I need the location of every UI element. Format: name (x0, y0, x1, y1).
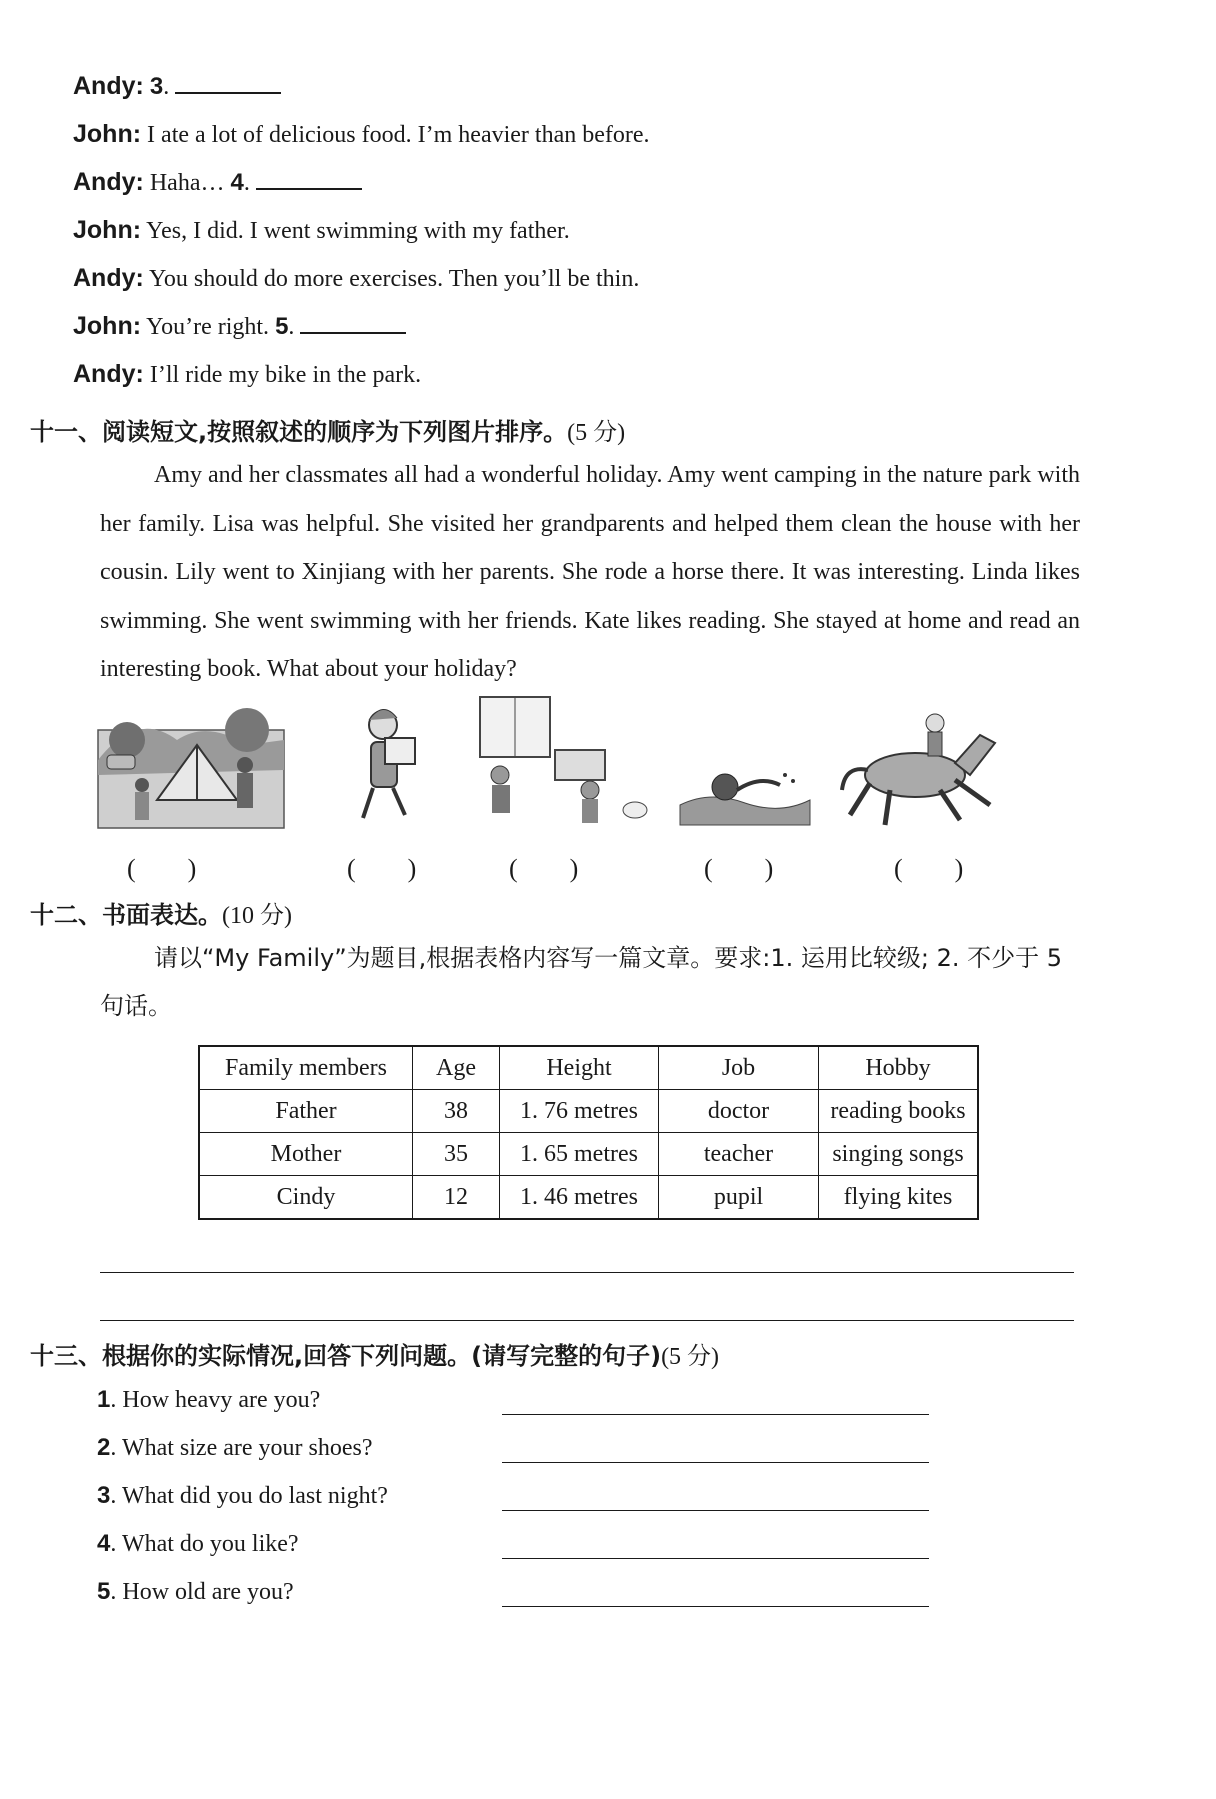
question-item: 1. How heavy are you? (97, 1386, 321, 1413)
table-cell: Cindy (199, 1176, 413, 1220)
dialogue-line: Andy: 3. (73, 72, 281, 101)
table-header: Family members (199, 1046, 413, 1090)
table-row (199, 1090, 978, 1133)
table-header: Age (413, 1046, 500, 1090)
table-cell: 1. 46 metres (500, 1176, 659, 1220)
table-cell: singing songs (819, 1133, 979, 1176)
question-text: What do you like? (121, 1531, 299, 1557)
answer-line[interactable] (502, 1510, 929, 1511)
section-13-heading (30, 1336, 719, 1371)
section-title: 十三、根据你的实际情况,回答下列问题。(请写完整的句子) (30, 1342, 662, 1370)
speaker: John (73, 216, 133, 244)
question-number: 4 (97, 1530, 111, 1557)
answer-line[interactable] (502, 1558, 929, 1559)
dialogue-text: I’ll ride my bike in the park. (149, 362, 422, 388)
answer-line[interactable] (502, 1606, 929, 1607)
speaker-sep: : (135, 72, 144, 100)
table-cell: Father (199, 1090, 413, 1133)
answer-blank[interactable] (175, 72, 281, 94)
speaker: Andy (73, 72, 136, 100)
table-cell: 1. 76 metres (500, 1090, 659, 1133)
table-row (199, 1176, 978, 1220)
answer-blank[interactable] (256, 168, 362, 190)
order-bracket[interactable]: ( ) (509, 854, 579, 883)
family-table (198, 1045, 979, 1220)
question-item: 5. How old are you? (97, 1578, 294, 1605)
reading-picture (345, 700, 425, 830)
table-cell: 12 (413, 1176, 500, 1220)
blank-number: 5 (275, 313, 289, 340)
cleaning-picture (470, 695, 650, 830)
order-bracket[interactable]: ( ) (894, 854, 964, 883)
table-cell: flying kites (819, 1176, 979, 1220)
dialogue-text: I ate a lot of delicious food. I’m heavier than before. (147, 122, 650, 148)
table-cell: 1. 65 metres (500, 1133, 659, 1176)
speaker-sep: : (132, 216, 142, 244)
dialogue-text: Haha… (149, 170, 225, 196)
table-header-row (199, 1046, 978, 1090)
speaker-sep: : (135, 264, 144, 292)
speaker: John (73, 312, 133, 340)
answer-line[interactable] (502, 1414, 929, 1415)
dialogue-line (73, 216, 570, 245)
question-number: 5 (97, 1578, 111, 1605)
speaker-sep: : (135, 168, 144, 196)
speaker: John (73, 120, 133, 148)
speaker-sep: : (132, 120, 142, 148)
speaker: Andy (73, 168, 136, 196)
question-text: How heavy are you? (122, 1387, 321, 1413)
table-cell: 38 (413, 1090, 500, 1133)
order-bracket[interactable]: ( ) (704, 854, 774, 883)
dialogue-text: Yes, I did. I went swimming with my father. (146, 218, 570, 244)
horse-riding-picture (840, 705, 1005, 830)
question-text: How old are you? (122, 1579, 294, 1605)
answer-blank[interactable] (300, 312, 406, 334)
table-header: Height (500, 1046, 659, 1090)
table-header: Job (659, 1046, 819, 1090)
swimming-picture (675, 755, 815, 830)
table-cell: 35 (413, 1133, 500, 1176)
table-header: Hobby (819, 1046, 979, 1090)
dialogue-line (73, 360, 421, 389)
blank-number: 4 (230, 169, 244, 196)
section-score: (5 分) (661, 1344, 720, 1370)
speaker: Andy (73, 360, 136, 388)
table-cell: Mother (199, 1133, 413, 1176)
dialogue-line: John: You’re right. 5. (73, 312, 406, 341)
section-score: (5 分) (567, 420, 626, 446)
section-12-heading (30, 895, 292, 930)
order-bracket[interactable]: ( ) (347, 854, 417, 883)
speaker: Andy (73, 264, 136, 292)
speaker-sep: : (135, 360, 144, 388)
question-item: 2. What size are your shoes? (97, 1434, 373, 1461)
section-score: (10 分) (222, 903, 292, 929)
question-text: What did you do last night? (121, 1483, 388, 1509)
question-text: What size are your shoes? (121, 1435, 373, 1461)
camping-picture (97, 700, 287, 830)
table-row (199, 1133, 978, 1176)
reading-passage: Amy and her classmates all had a wonderful holiday. Amy went camping in the nature park with her family. Lisa was helpful. She visited her grandparents and helped them clean the house with her cousin. Lily went to Xinjiang with her parents. She rode a horse there. It was interesting. Linda likes swimming. She went swimming with her friends. Kate likes reading. She stayed at home and read an interesting book. What about your holiday? (100, 462, 1080, 682)
answer-line[interactable] (502, 1462, 929, 1463)
dialogue-text: You should do more exercises. Then you’ll be thin. (148, 266, 640, 292)
question-number: 3 (97, 1482, 111, 1509)
dialogue-text: You’re right. (146, 314, 270, 340)
question-number: 2 (97, 1434, 111, 1461)
dialogue-line (73, 120, 650, 149)
dialogue-line: Andy: Haha… 4. (73, 168, 362, 197)
table-cell: reading books (819, 1090, 979, 1133)
dialogue-line (73, 264, 639, 293)
table-cell: doctor (659, 1090, 819, 1133)
writing-line[interactable] (100, 1320, 1074, 1321)
section-title: 十一、阅读短文,按照叙述的顺序为下列图片排序。 (30, 418, 568, 446)
question-item: 3. What did you do last night? (97, 1482, 388, 1509)
speaker-sep: : (132, 312, 142, 340)
writing-line[interactable] (100, 1272, 1074, 1273)
table-cell: pupil (659, 1176, 819, 1220)
blank-number: 3 (149, 73, 164, 100)
section-11-heading (30, 412, 625, 447)
order-bracket[interactable]: ( ) (127, 854, 197, 883)
question-number: 1 (97, 1386, 111, 1413)
section-title: 十二、书面表达。 (30, 901, 222, 929)
writing-prompt: 请以“My Family”为题目,根据表格内容写一篇文章。要求:1. 运用比较级; 2. 不少于 5 句话。 (100, 944, 1063, 1020)
question-item: 4. What do you like? (97, 1530, 299, 1557)
table-cell: teacher (659, 1133, 819, 1176)
